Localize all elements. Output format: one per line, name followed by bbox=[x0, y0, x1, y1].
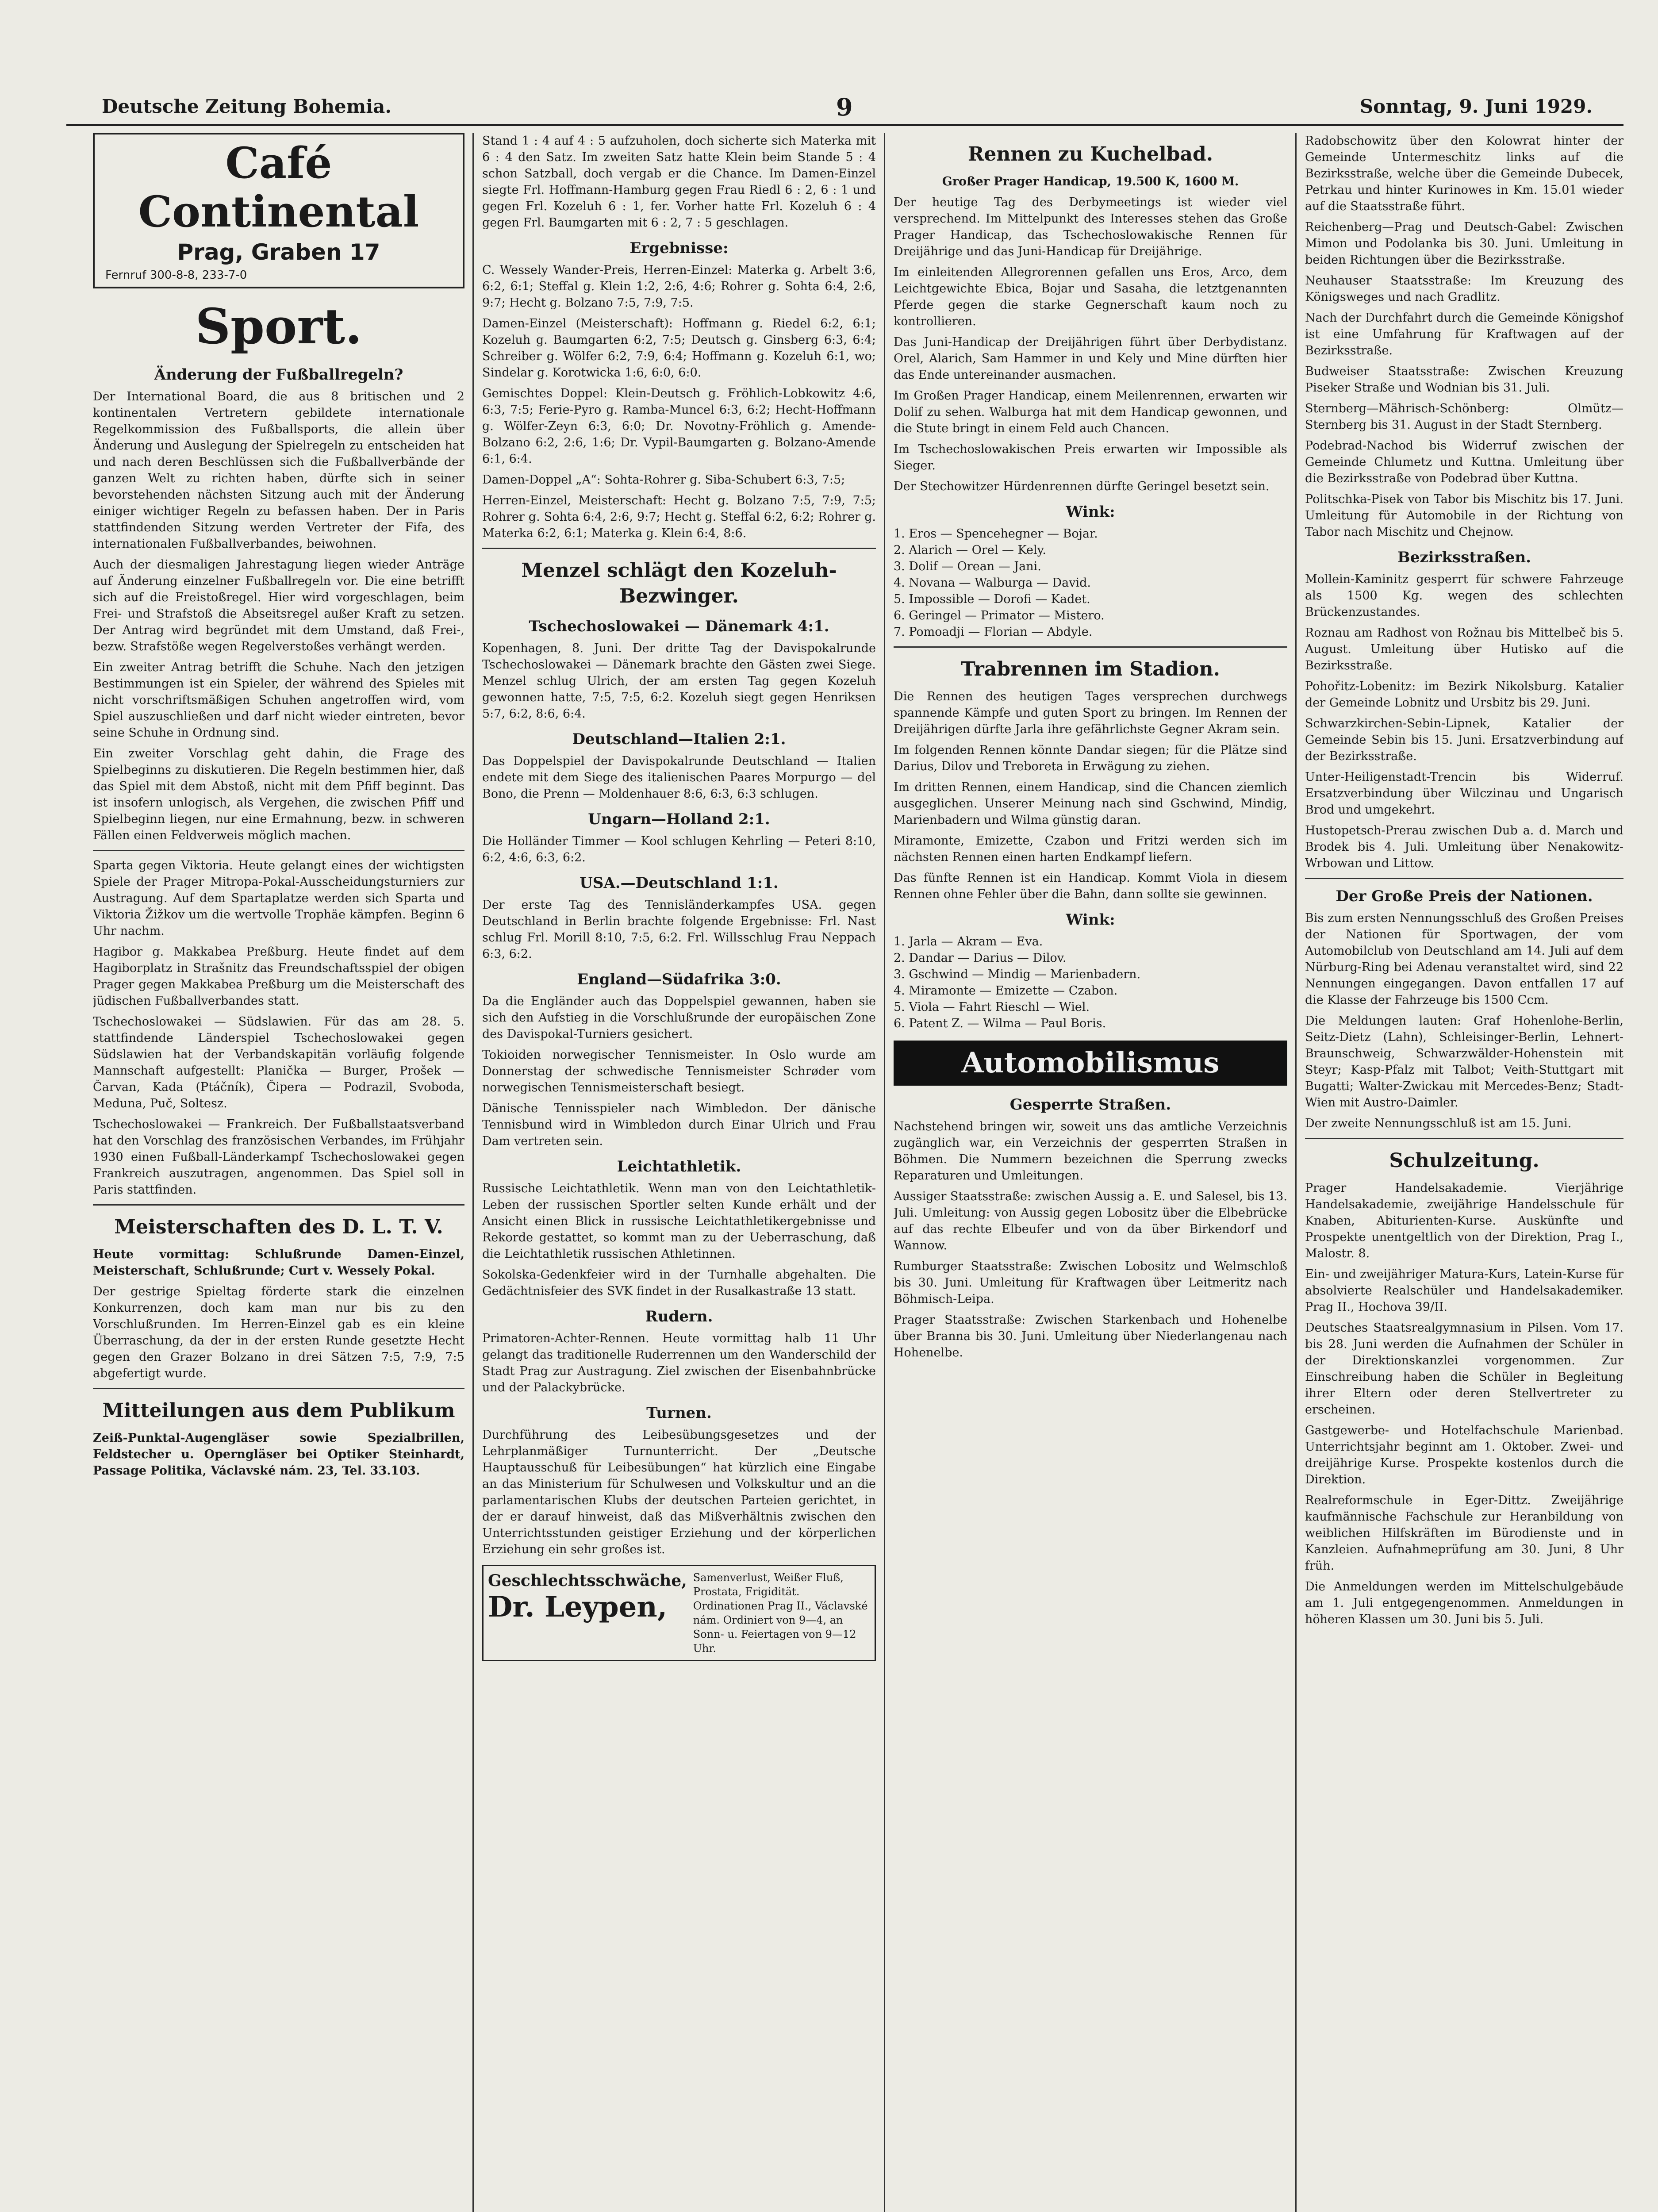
column-1 bbox=[93, 133, 464, 2212]
article-text: Auch der diesmaligen Jahrestagung liegen wieder Anträge auf Änderung einzelner Fußballregeln vor. Die eine betrifft sich auf die Freistoßregel. Hier wird vorgeschlagen, beim Frei- und Strafstoß die Abseitsregel außer Kraft zu setzen. Der Antrag wird begründet mit dem Umstand, daß Frei-, bezw. Strafstöße wegen Regelverstoßes verhängt werden. bbox=[93, 558, 464, 653]
article-heading: Änderung der Fußballregeln? bbox=[154, 366, 403, 384]
article-text: Prager Staatsstraße: Zwischen Starkenbach und Hohenelbe über Branna bis 30. Juni. Umleitung über Niederlangenau nach Hohenelbe. bbox=[894, 1313, 1287, 1359]
divider bbox=[1305, 1138, 1623, 1139]
article-heading: Rennen zu Kuchelbad. bbox=[967, 143, 1213, 165]
article-text: Damen-Einzel (Meisterschaft): Hoffmann g. Riedel 6:2, 6:1; Kozeluh g. Baumgarten 6:2, 7:5; Deutsch g. Ginsberg 6:3, 6:4; Schreiber g. Wölfer 6:2, 7:9, 6:4; Hoffmann g. Kozeluh 6:1, wo; Sindelar g. Korotwicka 1:6, 6:0, 6:0. bbox=[482, 317, 876, 380]
article-text: Die Anmeldungen werden im Mittelschulgebäude am 1. Juli entgegengenommen. Anmeldungen in höheren Klassen um 30. Juni bis 5. Juli. bbox=[1305, 1580, 1623, 1626]
article-text: Das fünfte Rennen ist ein Handicap. Kommt Viola in diesem Rennen ohne Fehler über die Bahn, dann sollte sie gewinnen. bbox=[894, 871, 1287, 901]
article-text: Da die Engländer auch das Doppelspiel gewannen, haben sie sich den Aufstieg in die Vorschlußrunde der europäischen Zone des Davispokal-Turniers gesichert. bbox=[482, 995, 876, 1041]
article-text: Miramonte, Emizette, Czabon und Fritzi werden sich im nächsten Rennen einen harten Endkampf liefern. bbox=[894, 834, 1287, 864]
ad-text: Geschlechtsschwäche, bbox=[488, 1571, 687, 1590]
article-text: Der International Board, die aus 8 britischen und 2 kontinentalen Vertretern gebildete internationale Regelkommission des Fußballsports, die allein über Änderung und Auslegung der Spielregeln zu entscheiden hat und nach deren Beschlüssen sich die Fußballverbände der ganzen Welt zu richten haben, dürfte sich in seiner bevorstehenden nächsten Sitzung auch mit der Änderung einiger wichtiger Regeln zu befassen haben. Der in Paris stattfindenden Sitzung werden Vertreter der Fifa, des internationalen Fußballverbandes, beiwohnen. bbox=[93, 390, 464, 551]
article-text: Im einleitenden Allegrorennen gefallen uns Eros, Arco, dem Leichtgewichte Ebica, Bojar und Sasaha, die letztgenannten Pferde gegen die starke Gegnerschaft kaum noch zu kontrollieren. bbox=[894, 265, 1287, 328]
article-text: Zeiß-Punktal-Augengläser sowie Spezialbrillen, Feldstecher u. Operngläser bei Optiker Steinhardt, Passage Politika, Václavské nám. 23, Tel. 33.103. bbox=[93, 1431, 464, 1478]
column-2 bbox=[482, 133, 876, 2212]
article-text: Sparta gegen Viktoria. Heute gelangt eines der wichtigsten Spiele der Prager Mitropa-Pokal-Ausscheidungsturniers zur Austragung. Auf dem Spartaplatze werden sich Sparta und Viktoria Žižkov um die wertvolle Trophäe kämpfen. Beginn 6 Uhr nachm. bbox=[93, 859, 464, 938]
article-text: Ein zweiter Vorschlag geht dahin, die Frage des Spielbeginns zu diskutieren. Die Regeln bestimmen hier, daß das Spiel mit dem Abstoß, nicht mit dem Pfiff beginnt. Das ist insofern unlogisch, als Vergehen, die zwischen Pfiff und Spielbeginn liegen, nur eine Ermahnung, bezw. in schweren Fällen einen Feldverweis möglich machen. bbox=[93, 747, 464, 842]
tips-list: 1. Jarla — Akram — Eva. 2. Dandar — Darius — Dilov. 3. Gschwind — Mindig — Marienbadern. 4. Miramonte — Emizette — Czabon. 5. Viola — Fahrt Rieschl — Wiel. 6. Patent Z. — Wilma — Paul Boris. bbox=[894, 935, 1141, 1030]
section-banner: Automobilismus bbox=[894, 1041, 1287, 1086]
article-text: Der gestrige Spieltag förderte stark die einzelnen Konkurrenzen, doch kam man nur bis zu den Vorschlußrunden. Im Herren-Einzel gab es ein kleine Überraschung, da der in der ersten Runde gesetzte Hecht gegen den Grazer Bolzano in drei Sätzen 7:5, 7:9, 7:5 abgefertigt wurde. bbox=[93, 1285, 464, 1380]
issue-date: Sonntag, 9. Juni 1929. bbox=[1359, 96, 1593, 117]
column-3 bbox=[894, 133, 1287, 2212]
article-text: Russische Leichtathletik. Wenn man von den Leichtathletik-Leben der russischen Sportler selten Kunde erhält und der Ansicht einen Blick in russische Leichtathletikergebnisse und Rekorde gestattet, so kommt man zu der Ueberraschung, daß die Leichtathletik russischen Athletinnen. bbox=[482, 1182, 876, 1261]
newspaper-name: Deutsche Zeitung Bohemia. bbox=[102, 96, 391, 117]
article-text: Neuhauser Staatsstraße: Im Kreuzung des Königsweges und nach Gradlitz. bbox=[1305, 274, 1623, 304]
column-4 bbox=[1305, 133, 1623, 2212]
column-rule bbox=[1295, 133, 1297, 2212]
article-heading: Der Große Preis der Nationen. bbox=[1336, 887, 1593, 905]
article-heading: Mitteilungen aus dem Publikum bbox=[102, 1399, 455, 1422]
article-text: Tschechoslowakei — Südslawien. Für das am 28. 5. stattfindende Länderspiel Tschechoslowakei gegen Südslawien hat der Verbandskapitän vorläufig folgende Mannschaft aufgestellt: Planička — Burger, Prošek — Čarvan, Kada (Ptáčník), Čipera — Podrazil, Svoboda, Meduna, Puč, Soltesz. bbox=[93, 1015, 464, 1110]
column-rule bbox=[472, 133, 474, 2212]
article-subheading: Ungarn—Holland 2:1. bbox=[588, 810, 770, 828]
divider bbox=[894, 646, 1287, 648]
article-text: Politschka-Pisek von Tabor bis Mischitz bis 17. Juni. Umleitung für Automobile in der Richtung von Tabor nach Mischitz und Chejnow. bbox=[1305, 492, 1623, 539]
ad-text: Samenverlust, Weißer Fluß, Prostata, Frigidität. Ordinationen Prag II., Václavské nám. Ordiniert von 9—4, an Sonn- u. Feiertagen von 9—12 Uhr. bbox=[693, 1571, 868, 1655]
article-text: Der erste Tag des Tennisländerkampfes USA. gegen Deutschland in Berlin brachte folgende Ergebnisse: Frl. Nast schlug Frl. Morill 8:10, 7:5, 6:2. Frl. Willsschlug Frau Neppach 6:3, 6:2. bbox=[482, 898, 876, 961]
newspaper-page bbox=[66, 0, 1623, 2212]
divider bbox=[93, 850, 464, 851]
leypen-advertisement bbox=[482, 1565, 876, 1661]
article-heading: Trabrennen im Stadion. bbox=[961, 658, 1220, 680]
article-text: Budweiser Staatsstraße: Zwischen Kreuzung Piseker Straße und Wodnian bis 31. Juli. bbox=[1305, 365, 1623, 395]
article-text: Die Rennen des heutigen Tages versprechen durchwegs spannende Kämpfe und guten Sport zu bringen. Im Rennen der Dreijährigen dürfte Jarla ihre gefährlichste Gegner Akram sein. bbox=[894, 690, 1287, 736]
divider bbox=[482, 548, 876, 549]
article-subheading: Tschechoslowakei — Dänemark 4:1. bbox=[529, 618, 829, 635]
tips-heading: Wink: bbox=[1066, 503, 1115, 521]
article-text: Der Stechowitzer Hürdenrennen dürfte Geringel besetzt sein. bbox=[894, 480, 1270, 493]
ad-phone: Fernruf 300-8-8, 233-7-0 bbox=[105, 269, 247, 282]
article-text: Bis zum ersten Nennungsschluß des Großen Preises der Nationen für Sportwagen, der vom Automobilclub von Deutschland am 14. Juli auf dem Nürburg-Ring bei Adenau veranstaltet wird, sind 22 Nennungen eingegangen. Davon entfallen 17 auf die Klasse der Fahrzeuge bis 1500 Ccm. bbox=[1305, 911, 1623, 1007]
article-text: Im Tschechoslowakischen Preis erwarten wir Impossible als Sieger. bbox=[894, 442, 1287, 472]
article-text: Sokolska-Gedenkfeier wird in der Turnhalle abgehalten. Die Gedächtnisfeier des SVK findet in der Rusalkastraße 13 statt. bbox=[482, 1268, 876, 1298]
divider bbox=[93, 1388, 464, 1389]
article-text: Ein- und zweijähriger Matura-Kurs, Latein-Kurse für absolvierte Realschüler und Handelsakademiker. Prag II., Hochova 39/II. bbox=[1305, 1267, 1623, 1314]
ad-title: Café Continental bbox=[138, 138, 419, 237]
article-text: Reichenberg—Prag und Deutsch-Gabel: Zwischen Mimon und Podolanka bis 30. Juni. Umleitung in beiden Richtungen über die Bezirksstraße. bbox=[1305, 220, 1623, 267]
article-text: Sternberg—Mährisch-Schönberg: Olmütz—Sternberg bis 31. August in der Stadt Sternberg. bbox=[1305, 402, 1623, 432]
article-subheading: Großer Prager Handicap, 19.500 K, 1600 M. bbox=[942, 175, 1239, 188]
article-text: Die Holländer Timmer — Kool schlugen Kehrling — Peteri 8:10, 6:2, 4:6, 6:3, 6:2. bbox=[482, 834, 876, 864]
article-text: Gemischtes Doppel: Klein-Deutsch g. Fröhlich-Lobkowitz 4:6, 6:3, 7:5; Ferie-Pyro g. Ramba-Muncel 6:3, 6:2; Hecht-Hoffmann g. Wölfer-Zeyn 6:3, 6:0; Dr. Novotny-Fröhlich g. Amende-Bolzano 6:2, 2:6, 1:6; Dr. Vypil-Baumgarten g. Bolzano-Amende 6:1, 6:4. bbox=[482, 387, 876, 466]
article-heading: Turnen. bbox=[646, 1404, 712, 1422]
ad-name: Dr. Leypen, bbox=[488, 1590, 668, 1624]
section-title: Sport. bbox=[195, 298, 362, 355]
article-text: Deutsches Staatsrealgymnasium in Pilsen. Vom 17. bis 28. Juni werden die Aufnahmen der Schüler in der Direktionskanzlei vorgenommen. Zur Einschreibung haben die Schüler in Begleitung ihrer Eltern oder deren Stellvertreter zu erscheinen. bbox=[1305, 1321, 1623, 1417]
article-text: Im dritten Rennen, einem Handicap, sind die Chancen ziemlich ausgeglichen. Unserer Meinung nach sind Gschwind, Mindig, Marienbadern und Wilma günstig daran. bbox=[894, 780, 1287, 827]
article-subheading: Bezirksstraßen. bbox=[1397, 549, 1531, 566]
article-heading: Leichtathletik. bbox=[617, 1158, 741, 1175]
article-text: C. Wessely Wander-Preis, Herren-Einzel: Materka g. Arbelt 3:6, 6:2, 6:1; Steffal g. Klein 1:2, 2:6, 4:6; Rohrer g. Sohta 6:4, 2:6, 9:7; Hecht g. Bolzano 7:5, 7:9, 7:5. bbox=[482, 263, 876, 310]
article-text: Herren-Einzel, Meisterschaft: Hecht g. Bolzano 7:5, 7:9, 7:5; Rohrer g. Sohta 6:4, 2:6, 9:7; Hecht g. Steffal 6:2, 6:2; Rohrer g. Materka 6:2, 6:1; Materka g. Klein 6:4, 8:6. bbox=[482, 494, 876, 540]
cafe-advertisement bbox=[93, 133, 464, 288]
article-heading: Gesperrte Straßen. bbox=[1009, 1096, 1171, 1114]
article-heading: Meisterschaften des D. L. T. V. bbox=[114, 1216, 443, 1238]
masthead bbox=[66, 93, 1623, 126]
article-text: Tokioiden norwegischer Tennismeister. In Oslo wurde am Donnerstag der schwedische Tennismeister Schrøder vom norwegischen Tennismeisterschaft besiegt. bbox=[482, 1048, 876, 1094]
article-text: Im folgenden Rennen könnte Dandar siegen; für die Plätze sind Darius, Dilov und Treboreta in Erwägung zu ziehen. bbox=[894, 743, 1287, 773]
article-subheading: Deutschland—Italien 2:1. bbox=[572, 730, 786, 748]
article-text: Primatoren-Achter-Rennen. Heute vormittag halb 11 Uhr gelangt das traditionelle Ruderrennen um den Wanderschild der Stadt Prag zur Austragung. Ziel zwischen der Eisenbahnbrücke und der Palackybrücke. bbox=[482, 1332, 876, 1394]
article-text: Prager Handelsakademie. Vierjährige Handelsakademie, zweijährige Handelsschule für Knaben, Abiturienten-Kurse. Auskünfte und Prospekte unentgeltlich von der Direktion, Prag I., Malostr. 8. bbox=[1305, 1181, 1623, 1260]
article-text: Im Großen Prager Handicap, einem Meilenrennen, erwarten wir Dolif zu sehen. Walburga hat mit dem Handicap gewonnen, und die Stute bringt in einem Feld auch Chancen. bbox=[894, 389, 1287, 435]
article-text: Pohořitz-Lobenitz: im Bezirk Nikolsburg. Katalier der Gemeinde Lobnitz und Ursbitz bis 29. Juni. bbox=[1305, 680, 1623, 710]
article-text: Realreformschule in Eger-Dittz. Zweijährige kaufmännische Fachschule zur Heranbildung von weiblichen Hilfskräften im Bürodienste und in Kanzleien. Aufnahmeprüfung am 30. Juni, 8 Uhr früh. bbox=[1305, 1494, 1623, 1573]
article-text: Radobschowitz über den Kolowrat hinter der Gemeinde Untermeschitz links auf die Bezirksstraße, welche über die Gemeinde Dubecek, Petrkau und hinter Kurinowes in Km. 15.01 wieder auf die Staatsstraße führt. bbox=[1305, 134, 1623, 213]
article-heading: Ergebnisse: bbox=[629, 239, 729, 257]
divider bbox=[93, 1204, 464, 1206]
article-text: Nachstehend bringen wir, soweit uns das amtliche Verzeichnis zugänglich war, ein Verzeichnis der gesperrten Straßen in Böhmen. Die Nummern bezeichnen die Sperrung zwecks Reparaturen und Umleitungen. bbox=[894, 1120, 1287, 1183]
article-text: Podebrad-Nachod bis Widerruf zwischen der Gemeinde Chlumetz und Kuttna. Umleitung über die Bezirksstraße von Podebrad über Kuttna. bbox=[1305, 439, 1623, 485]
article-text: Hagibor g. Makkabea Preßburg. Heute findet auf dem Hagiborplatz in Strašnitz das Freundschaftsspiel der obigen Prager gegen Makkabea Preßburg um die Meisterschaft des jüdischen Fußballverbandes statt. bbox=[93, 945, 464, 1008]
article-text: Stand 1 : 4 auf 4 : 5 aufzuholen, doch sicherte sich Materka mit 6 : 4 den Satz. Im zweiten Satz hatte Klein beim Stande 5 : 4 schon Satzball, doch vergab er die Chance. Im Damen-Einzel siegte Frl. Hoffmann-Hamburg gegen Frau Riedl 6 : 2, 6 : 1 und gegen Frl. Kozeluh 6 : 1, fer. Vorher hatte Frl. Kozeluh 6 : 4 gegen Frl. Baumgarten mit 6 : 2, 7 : 5 geschlagen. bbox=[482, 134, 876, 230]
article-text: Damen-Doppel „A“: Sohta-Rohrer g. Siba-Schubert 6:3, 7:5; bbox=[482, 473, 845, 487]
article-heading: Rudern. bbox=[645, 1308, 713, 1325]
article-text: Kopenhagen, 8. Juni. Der dritte Tag der Davispokalrunde Tschechoslowakei — Dänemark brachte den Gästen zwei Siege. Menzel schlug Ulrich, der am ersten Tag gegen Kozeluh gewonnen hatte, 7:5, 7:5, 6:2. Kozeluh siegt gegen Henriksen 5:7, 6:2, 8:6, 6:4. bbox=[482, 641, 876, 721]
article-text: Hustopetsch-Prerau zwischen Dub a. d. March und Brodek bis 4. Juli. Umleitung über Nenakowitz-Wrbowan und Littow. bbox=[1305, 824, 1623, 870]
article-text: Der zweite Nennungsschluß ist am 15. Juni. bbox=[1305, 1117, 1572, 1130]
article-subheading: USA.—Deutschland 1:1. bbox=[580, 874, 779, 892]
divider bbox=[1305, 878, 1623, 879]
column-rule bbox=[884, 133, 885, 2212]
article-text: Durchführung des Leibesübungsgesetzes und der Lehrplanmäßiger Turnunterricht. Der „Deutsche Hauptausschuß für Leibesübungen“ hat kürzlich eine Eingabe an das Ministerium für Schulwesen und Volkskultur und an die parlamentarischen Klubs der deutschen Parteien gerichtet, in der er darauf hinweist, daß das Mißverhältnis zwischen den Unterrichtsstunden geistiger Erziehung und der körperlichen Erziehung ein sehr großes ist. bbox=[482, 1428, 876, 1556]
article-text: Aussiger Staatsstraße: zwischen Aussig a. E. und Salesel, bis 13. Juli. Umleitung: von Aussig gegen Lobositz über die Elbebrücke auf das rechte Elbeufer und von da über Birkendorf und Wannow. bbox=[894, 1190, 1287, 1252]
page-number: 9 bbox=[836, 93, 853, 121]
article-text: Ein zweiter Antrag betrifft die Schuhe. Nach den jetzigen Bestimmungen ist ein Spieler, der während des Spieles mit nicht vorschriftsmäßigen Schuhen angetroffen wird, vom Spiel auszuschließen und darf nicht wieder eintreten, bevor seine Schuhe in Ordnung sind. bbox=[93, 661, 464, 740]
article-text: Tschechoslowakei — Frankreich. Der Fußballstaatsverband hat den Vorschlag des französischen Verbandes, im Frühjahr 1930 einen Fußball-Länderkampf Tschechoslowakei gegen Frankreich auszutragen, angenommen. Das Spiel soll in Paris stattfinden. bbox=[93, 1118, 464, 1197]
article-text: Roznau am Radhost von Rožnau bis Mittelbeč bis 5. August. Umleitung über Hutisko auf die Bezirksstraße. bbox=[1305, 626, 1623, 672]
article-text: Dänische Tennisspieler nach Wimbledon. Der dänische Tennisbund wird in Wimbledon durch Einar Ulrich und Frau Dam vertreten sein. bbox=[482, 1102, 876, 1148]
article-subheading: England—Südafrika 3:0. bbox=[577, 971, 781, 988]
ad-address: Prag, Graben 17 bbox=[177, 239, 380, 265]
article-text: Der heutige Tag des Derbymeetings ist wieder viel versprechend. Im Mittelpunkt des Interesses stehen das Große Prager Handicap, das Tschechoslowakische Rennen für Dreijährige und das Juni-Handicap für Dreijährige. bbox=[894, 196, 1287, 258]
article-text: Nach der Durchfahrt durch die Gemeinde Königshof ist eine Umfahrung für Kraftwagen auf der Bezirksstraße. bbox=[1305, 311, 1623, 357]
tips-heading: Wink: bbox=[1066, 911, 1115, 929]
article-text: Die Meldungen lauten: Graf Hohenlohe-Berlin, Seitz-Dietz (Lahn), Schleisinger-Berlin, Lehnert-Braunschweig, Schwarzwälder-Hohenstein mit Steyr; Kasp-Pfalz mit Talbot; Veith-Stuttgart mit Bugatti; Walter-Zwickau mit Mercedes-Benz; Stadt-Wien mit Austro-Daimler. bbox=[1305, 1014, 1623, 1110]
article-subheading: Heute vormittag: Schlußrunde Damen-Einzel, Meisterschaft, Schlußrunde; Curt v. Wessely Pokal. bbox=[93, 1248, 464, 1278]
article-heading: Schulzeitung. bbox=[1389, 1149, 1539, 1172]
article-text: Das Juni-Handicap der Dreijährigen führt über Derbydistanz. Orel, Alarich, Sam Hammer in und Kely und Mine dürften hier das Ende untereinander ausmachen. bbox=[894, 335, 1287, 382]
article-text: Das Doppelspiel der Davispokalrunde Deutschland — Italien endete mit dem Siege des italienischen Paares Morpurgo — del Bono, die Prenn — Moldenhauer 8:6, 6:3, 6:3 schlugen. bbox=[482, 754, 876, 801]
article-text: Rumburger Staatsstraße: Zwischen Lobositz und Welmschloß bis 30. Juni. Umleitung für Kraftwagen über Leitmeritz nach Böhmisch-Leipa. bbox=[894, 1260, 1287, 1306]
article-text: Gastgewerbe- und Hotelfachschule Marienbad. Unterrichtsjahr beginnt am 1. Oktober. Zwei- und dreijährige Kurse. Prospekte kostenlos durch die Direktion. bbox=[1305, 1424, 1623, 1486]
article-text: Unter-Heiligenstadt-Trencin bis Widerruf. Ersatzverbindung über Wilczinau und Ungarisch Brod und umgekehrt. bbox=[1305, 770, 1623, 817]
article-text: Schwarzkirchen-Sebin-Lipnek, Katalier der Gemeinde Sebin bis 15. Juni. Ersatzverbindung auf der Bezirksstraße. bbox=[1305, 717, 1623, 763]
article-heading: Menzel schlägt den Kozeluh-Bezwinger. bbox=[521, 559, 837, 607]
article-text: Mollein-Kaminitz gesperrt für schwere Fahrzeuge als 1500 Kg. wegen des schlechten Brückenzustandes. bbox=[1305, 572, 1623, 619]
tips-list: 1. Eros — Spencehegner — Bojar. 2. Alarich — Orel — Kely. 3. Dolif — Orean — Jani. 4. Novana — Walburga — David. 5. Impossible — Dorofi — Kadet. 6. Geringel — Primator — Mistero. 7. Pomoadji — Florian — Abdyle. bbox=[894, 527, 1105, 639]
